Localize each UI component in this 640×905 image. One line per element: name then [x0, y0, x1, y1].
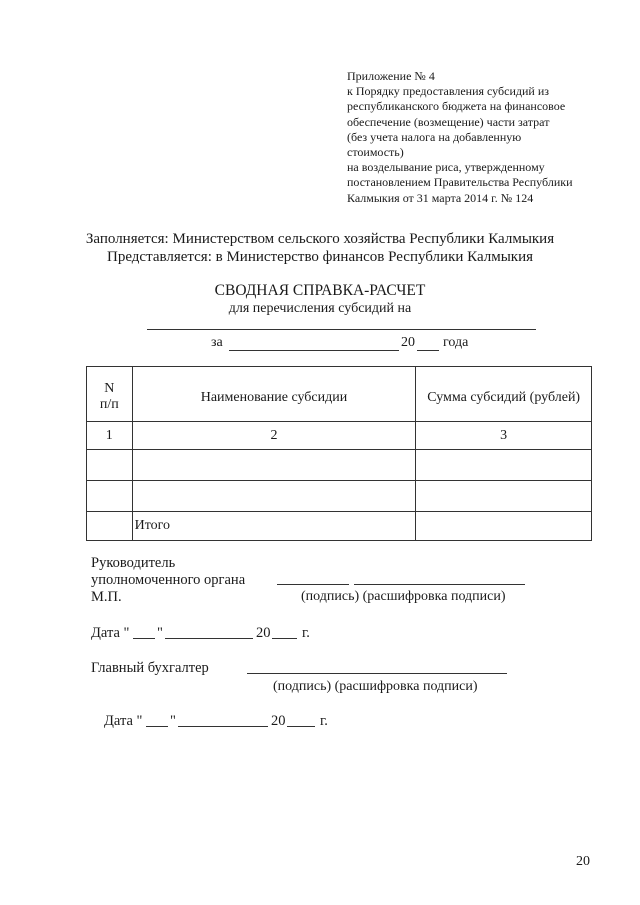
table-cell[interactable] [87, 450, 133, 481]
document-title: СВОДНАЯ СПРАВКА-РАСЧЕТ [214, 282, 426, 299]
date1-month-line [165, 638, 253, 639]
table-cell [87, 512, 133, 541]
date1-quote: " [157, 625, 163, 641]
appendix-line: Приложение № 4 [347, 69, 435, 83]
table-header-row [87, 367, 592, 422]
appendix-line: на возделывание риса, утвержденному [347, 160, 545, 175]
page-number: 20 [576, 854, 590, 869]
period-year-prefix: 20 [401, 335, 415, 350]
head-signature-decode-line [354, 584, 525, 585]
date2-day-line [146, 726, 168, 727]
appendix-line: обеспечение (возмещение) части затрат [347, 114, 550, 129]
accountant-signature-caption: (подпись) (расшифровка подписи) [273, 679, 478, 694]
filled-by-text: Заполняется: Министерством сельского хозяйства Республики Калмыкия [85, 231, 555, 247]
date2-month-line [178, 726, 268, 727]
header-sum-cell: Сумма субсидий (рублей) [416, 367, 592, 422]
table-cell[interactable] [416, 450, 592, 481]
date2-quote: " [170, 713, 176, 729]
head-signature-caption: (подпись) (расшифровка подписи) [301, 589, 506, 604]
date2-suffix: г. [320, 713, 328, 729]
head-title-line1: Руководитель [91, 555, 176, 571]
table-index-row [87, 422, 592, 450]
table-total-row [87, 512, 592, 541]
table-cell[interactable] [132, 450, 416, 481]
total-sum-cell[interactable] [416, 512, 592, 541]
table-cell[interactable] [416, 481, 592, 512]
period-year-blank-line [417, 350, 439, 351]
appendix-line: к Порядку предоставления субсидий из [347, 84, 549, 99]
date2-year-line [287, 726, 315, 727]
date1-label: Дата " [91, 625, 130, 641]
stamp-label: М.П. [91, 589, 122, 605]
date1-year-prefix: 20 [256, 625, 271, 641]
appendix-line: Калмыкия от 31 марта 2014 г. № 124 [347, 190, 534, 205]
table-cell: 3 [416, 422, 592, 450]
table-cell: 1 [87, 422, 133, 450]
table-cell[interactable] [132, 481, 416, 512]
date2-year-prefix: 20 [271, 713, 286, 729]
header-num-label: N [104, 381, 115, 396]
accountant-label: Главный бухгалтер [91, 660, 209, 676]
appendix-line: (без учета налога на добавленную [347, 129, 522, 144]
date1-year-line [272, 638, 297, 639]
submitted-to-text: Представляется: в Министерство финансов Республики Калмыкия [107, 249, 533, 265]
head-title-line2: уполномоченного органа [91, 572, 246, 588]
period-prefix: за [211, 335, 223, 350]
table-cell[interactable] [87, 481, 133, 512]
total-label: Итого [132, 512, 416, 541]
table-row [87, 481, 592, 512]
table-cell: 2 [132, 422, 416, 450]
accountant-signature-line [247, 673, 507, 674]
period-blank-line [229, 350, 399, 351]
header-num-cell [87, 367, 133, 422]
header-name-cell: Наименование субсидии [132, 367, 416, 422]
appendix-line: стоимость) [347, 145, 404, 160]
appendix-line: постановлением Правительства Республики [347, 175, 573, 190]
subsidy-purpose-blank-line [147, 329, 536, 330]
document-subtitle: для перечисления субсидий на [228, 301, 412, 316]
appendix-line: республиканского бюджета на финансовое [347, 99, 566, 114]
head-signature-line [277, 584, 349, 585]
appendix-block [347, 69, 607, 206]
date1-suffix: г. [302, 625, 310, 641]
header-num-label-2: п/п [99, 397, 119, 412]
table-row [87, 450, 592, 481]
date2-label: Дата " [104, 713, 143, 729]
date1-day-line [133, 638, 155, 639]
period-suffix: года [443, 335, 469, 350]
subsidy-table [86, 366, 592, 541]
